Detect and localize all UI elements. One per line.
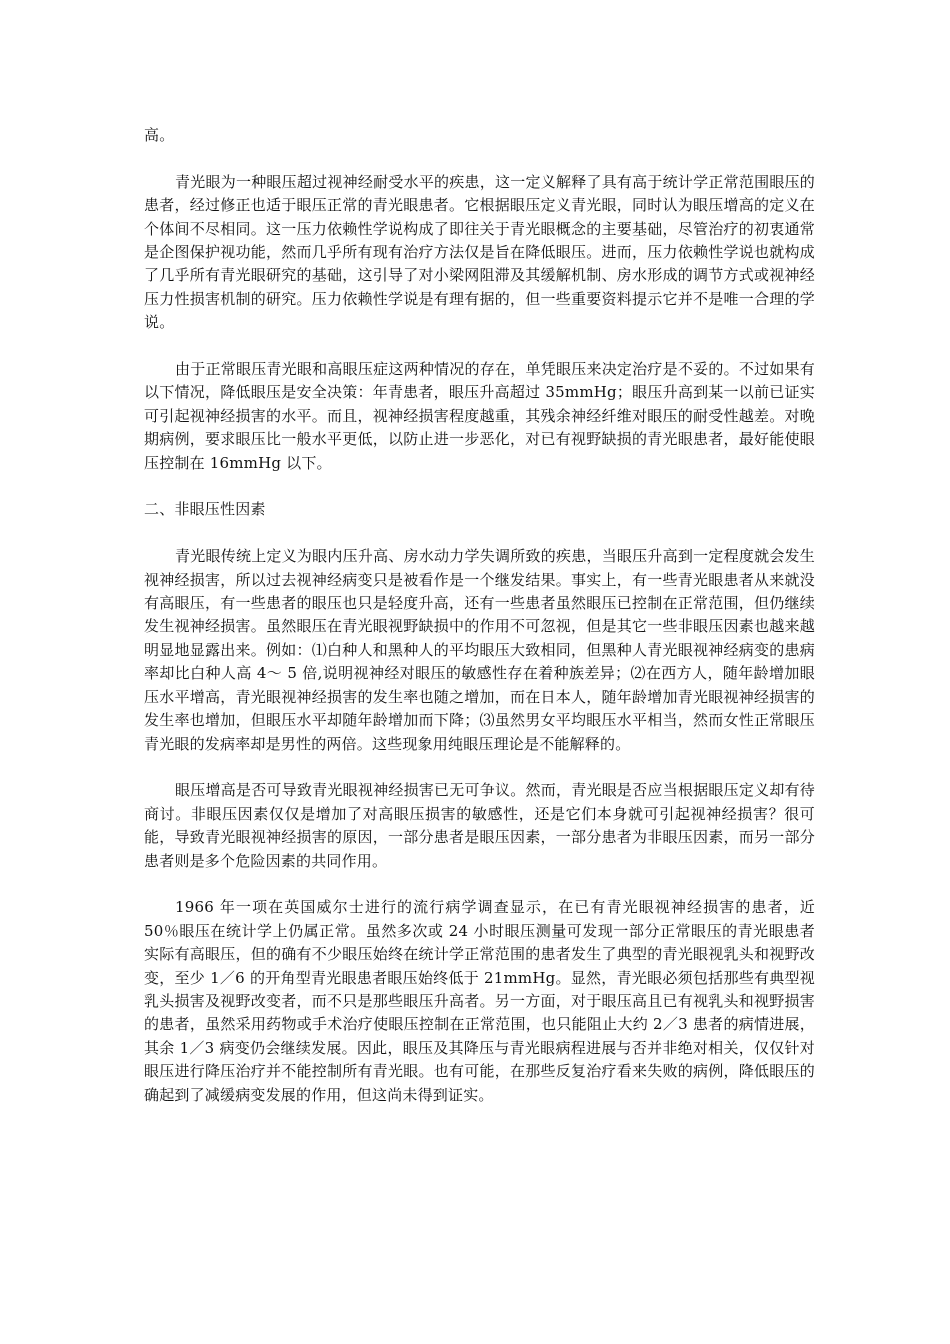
paragraph-treatment-decision: 由于正常眼压青光眼和高眼压症这两种情况的存在，单凭眼压来决定治疗是不妥的。不过如果有以下情况，降低眼压是安全决策：年青患者，眼压升高超过 35mmHg；眼压升高到某一以前已证实可引起视神经损害的水平。而且，视神经损害程度越重，其残余神经纤维对眼压的耐受性越差。对晚期病例，要求眼压比一般水平更低，以防止进一步恶化，对已有视野缺损的青光眼患者，最好能使眼压控制在 16mmHg 以下。 <box>144 360 815 472</box>
continuation-text: 高。 <box>144 126 175 144</box>
document-page <box>144 124 815 1130</box>
paragraph-non-iop-factors: 青光眼传统上定义为眼内压升高、房水动力学失调所致的疾患，当眼压升高到一定程度就会发生视神经损害，所以过去视神经病变只是被看作是一个继发结果。事实上，有一些青光眼患者从来就没有高眼压，有一些患者的眼压也只是轻度升高，还有一些患者虽然眼压已控制在正常范围，但仍继续发生视神经损害。虽然眼压在青光眼视野缺损中的作用不可忽视，但是其它一些非眼压因素也越来越明显地显露出来。例如：⑴白种人和黑种人的平均眼压大致相同，但黑种人青光眼视神经病变的患病率却比白种人高 4～ 5 倍,说明视神经对眼压的敏感性存在着种族差异；⑵在西方人，随年龄增加眼压水平增高，青光眼视神经损害的发生率也随之增加，而在日本人，随年龄增加青光眼视神经损害的发生率也增加，但眼压水平却随年龄增加而下降；⑶虽然男女平均眼压水平相当，然而女性正常眼压青光眼的发病率却是男性的两倍。这些现象用纯眼压理论是不能解释的。 <box>144 547 815 753</box>
paragraph-pressure-dependency-theory: 青光眼为一种眼压超过视神经耐受水平的疾患，这一定义解释了具有高于统计学正常范围眼压的患者，经过修正也适于眼压正常的青光眼患者。它根据眼压定义青光眼，同时认为眼压增高的定义在个体间不尽相同。这一压力依赖性学说构成了即往关于青光眼概念的主要基础，尽管治疗的初衷通常是企图保护视功能，然而几乎所有现有治疗方法仅是旨在降低眼压。进而，压力依赖性学说也就构成了几乎所有青光眼研究的基础，这引导了对小梁网阻滞及其缓解机制、房水形成的调节方式或视神经压力性损害机制的研究。压力依赖性学说是有理有据的，但一些重要资料提示它并不是唯一合理的学说。 <box>144 172 815 332</box>
paragraph-epidemiology-1966: 1966 年一项在英国威尔士进行的流行病学调查显示，在已有青光眼视神经损害的患者，近 50％眼压在统计学上仍属正常。虽然多次或 24 小时眼压测量可发现一部分正常眼压的青光眼患者实际有高眼压，但的确有不少眼压始终在统计学正常范围的患者发生了典型的青光眼视乳头和视野改变，至少 1／6 的开角型青光眼患者眼压始终低于 21mmHg。显然，青光眼必须包括那些有典型视乳头损害及视野改变者，而不只是那些眼压升高者。另一方面，对于眼压高且已有视乳头和视野损害的患者，虽然采用药物或手术治疗使眼压控制在正常范围，也只能阻止大约 2／3 患者的病情进展，其余 1／3 病变仍会继续发展。因此，眼压及其降压与青光眼病程进展与否并非绝对相关，仅仅针对眼压进行降压治疗并不能控制所有青光眼。也有可能，在那些反复治疗看来失败的病例，降低眼压的确起到了减缓病变发展的作用，但这尚未得到证实。 <box>144 898 815 1104</box>
paragraph-iop-definition-debate: 眼压增高是否可导致青光眼视神经损害已无可争议。然而，青光眼是否应当根据眼压定义却有待商讨。非眼压因素仅仅是增加了对高眼压损害的敏感性，还是它们本身就可引起视神经损害？很可能，导致青光眼视神经损害的原因，一部分患者是眼压因素，一部分患者为非眼压因素，而另一部分患者则是多个危险因素的共同作用。 <box>144 781 815 870</box>
section-heading: 二、非眼压性因素 <box>144 500 266 519</box>
